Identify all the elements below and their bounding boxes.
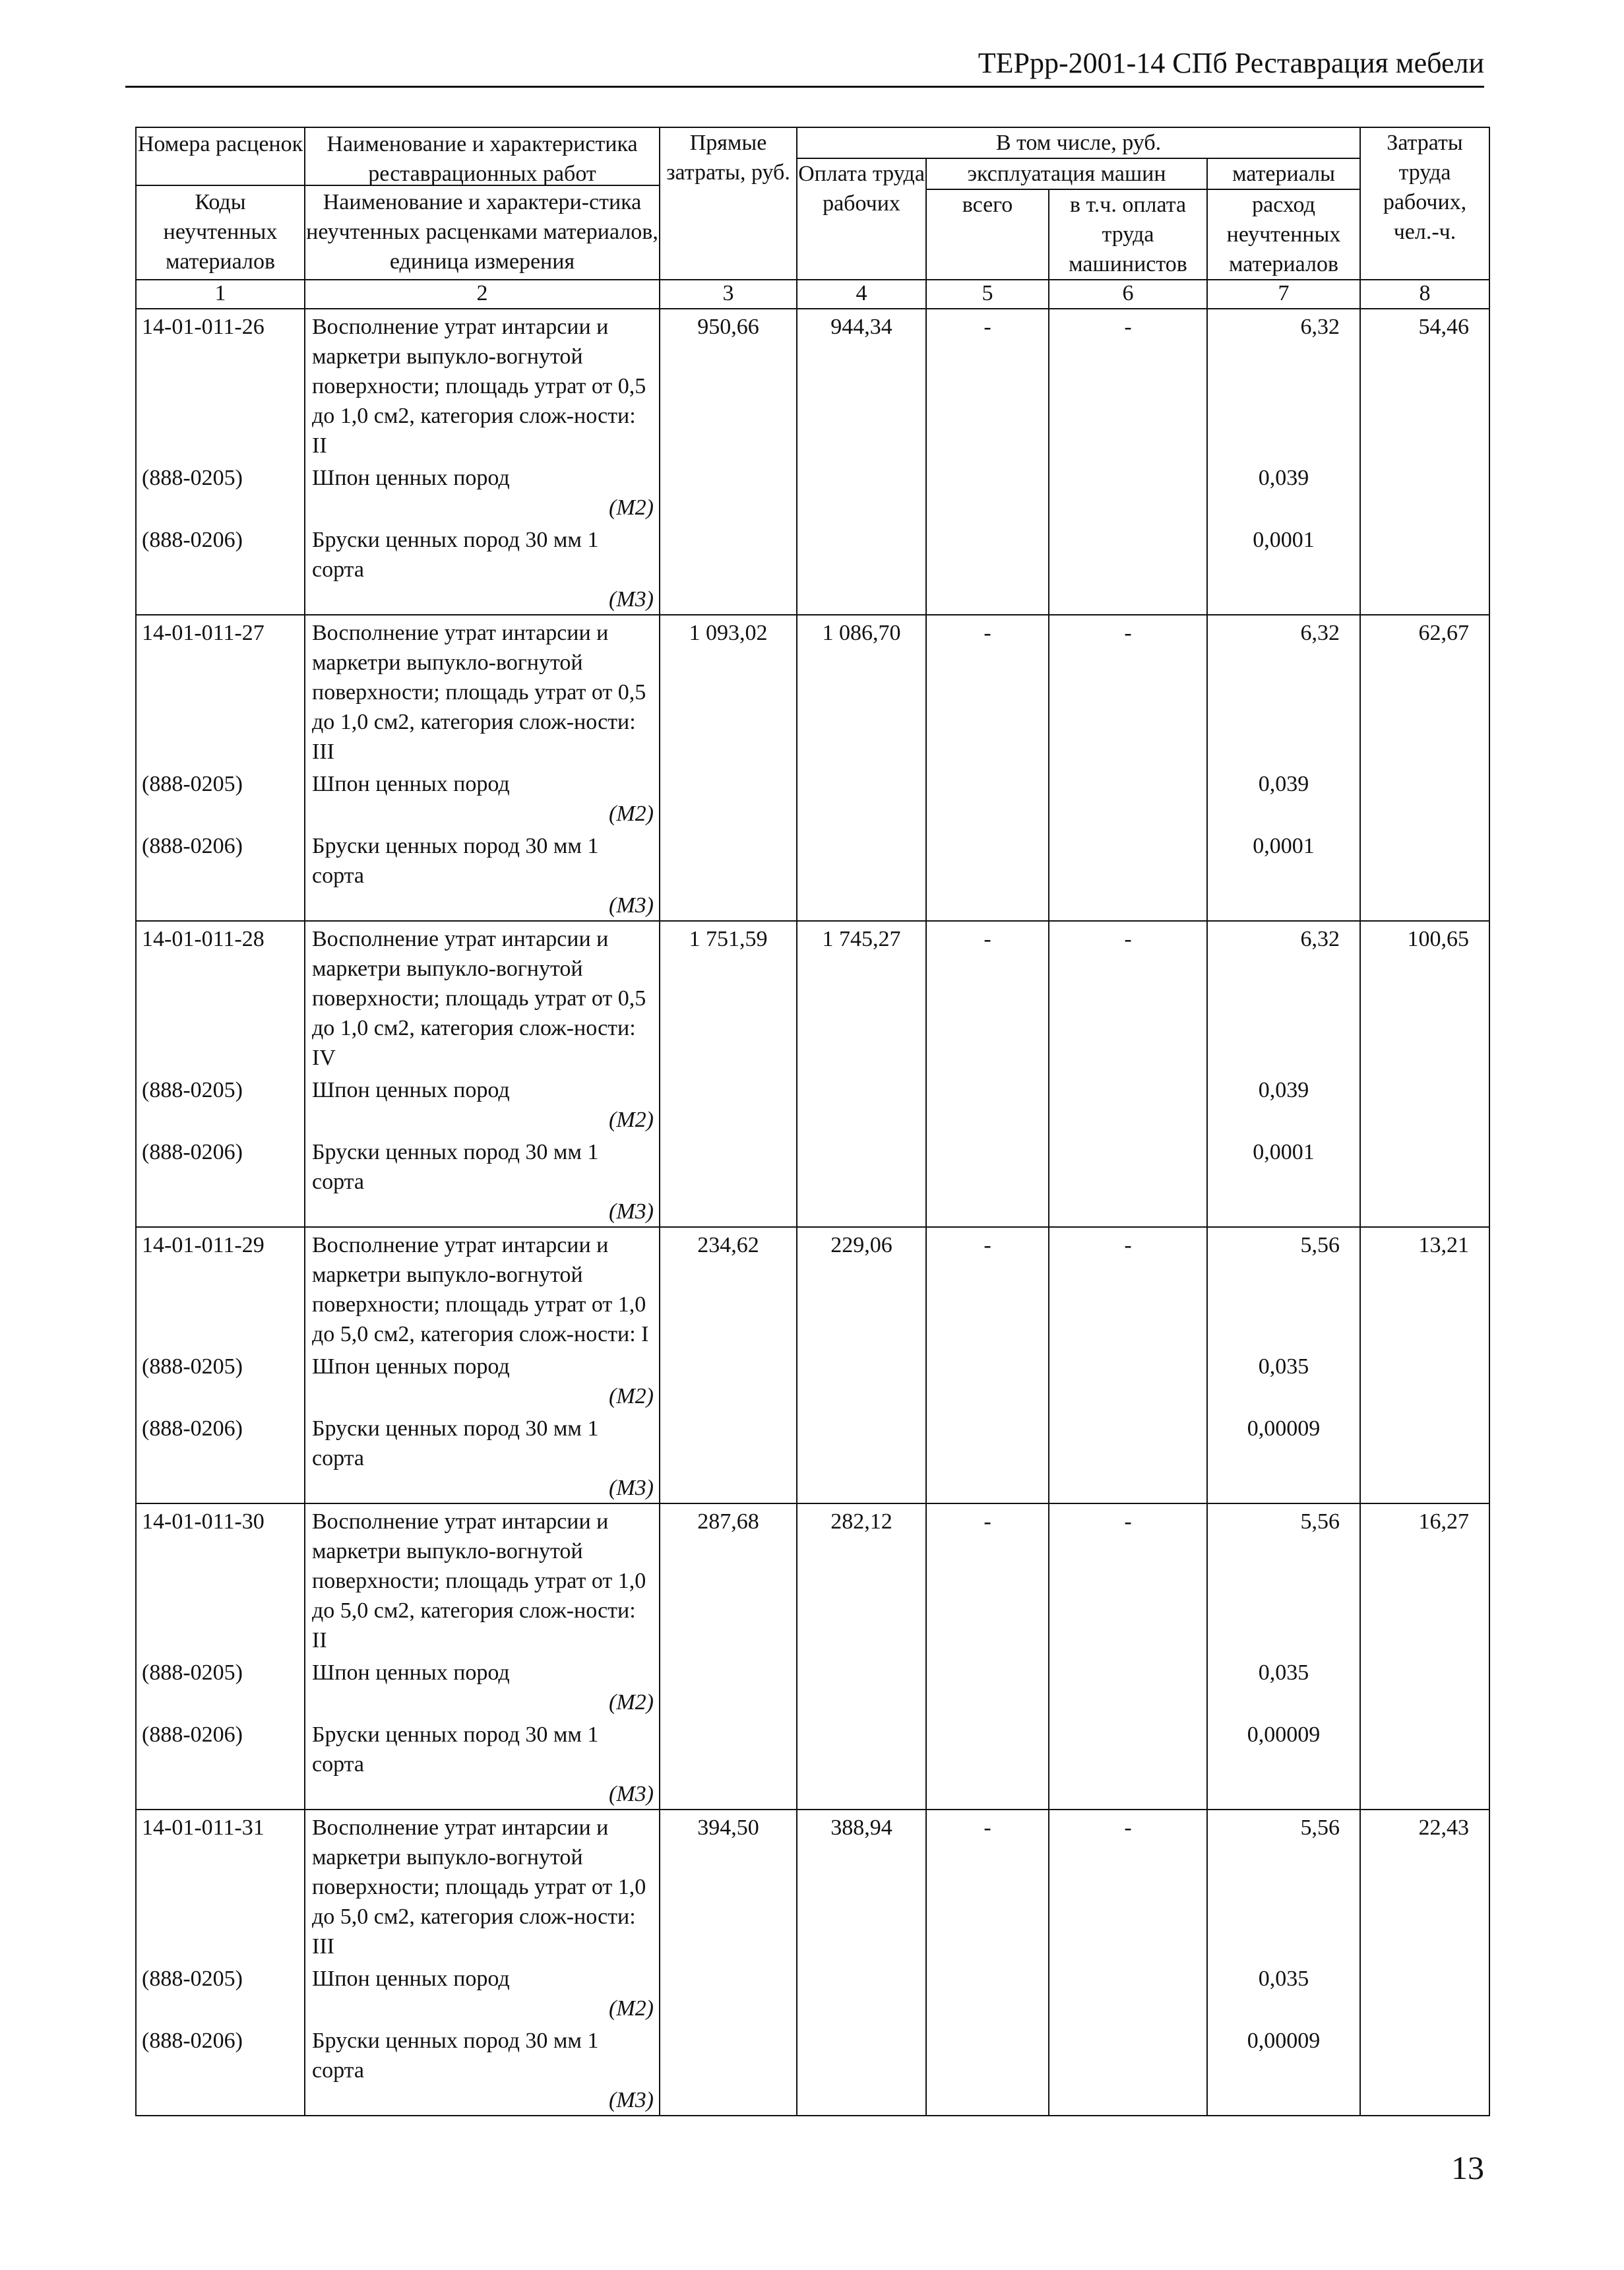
material-code: (888-0205): [136, 1349, 305, 1411]
material-code: (888-0206): [136, 829, 305, 921]
empty-cell: [926, 1961, 1049, 2023]
direct-cost: 394,50: [660, 1810, 797, 1961]
column-number: 5: [926, 280, 1049, 309]
machines-total: -: [926, 921, 1049, 1073]
empty-cell: [1360, 829, 1489, 921]
empty-cell: [1360, 767, 1489, 829]
material-row: [136, 2023, 1489, 2116]
material-description: [305, 1717, 660, 1810]
material-quantity: 0,035: [1207, 1961, 1360, 2023]
material-row: [136, 1411, 1489, 1503]
header-machinists-pay: в т.ч. оплата труда машинистов: [1049, 189, 1207, 280]
column-number: 4: [797, 280, 926, 309]
empty-cell: [926, 829, 1049, 921]
material-code: (888-0206): [136, 522, 305, 615]
empty-cell: [1360, 460, 1489, 522]
material-unit: (М2): [609, 1384, 654, 1408]
labor-hours: 16,27: [1360, 1503, 1489, 1655]
empty-cell: [926, 1655, 1049, 1717]
empty-cell: [1049, 1717, 1207, 1810]
empty-cell: [926, 1349, 1049, 1411]
empty-cell: [1360, 1961, 1489, 2023]
machines-total: -: [926, 1810, 1049, 1961]
material-unit: (М2): [609, 495, 654, 520]
materials-cost: 5,56: [1207, 1227, 1360, 1349]
empty-cell: [660, 522, 797, 615]
labor-pay: 229,06: [797, 1227, 926, 1349]
empty-cell: [797, 1349, 926, 1411]
work-description: Восполнение утрат интарсии и маркетри выпукло-вогнутой поверхности; площадь утрат от 1,0 до 5,0 см2, категория слож-ности: I: [305, 1227, 660, 1349]
empty-cell: [660, 1349, 797, 1411]
page-number: 13: [1451, 2149, 1484, 2186]
empty-cell: [1360, 1349, 1489, 1411]
material-description: [305, 1073, 660, 1135]
empty-cell: [926, 522, 1049, 615]
empty-cell: [797, 1073, 926, 1135]
material-description: [305, 829, 660, 921]
material-quantity: 0,0001: [1207, 522, 1360, 615]
material-row: [136, 1073, 1489, 1135]
rate-code: 14-01-011-27: [136, 615, 305, 767]
work-description: Восполнение утрат интарсии и маркетри выпукло-вогнутой поверхности; площадь утрат от 1,0 до 5,0 см2, категория слож-ности: III: [305, 1810, 660, 1961]
document-title: ТЕРрр-2001-14 СПб Реставрация мебели: [978, 47, 1484, 79]
machinists-pay: -: [1049, 615, 1207, 767]
material-quantity: 0,035: [1207, 1655, 1360, 1717]
header-labor-pay: Оплата труда рабочих: [797, 158, 926, 280]
material-name: Бруски ценных пород 30 мм 1 сорта: [312, 1722, 599, 1777]
material-name: Бруски ценных пород 30 мм 1 сорта: [312, 1140, 599, 1194]
material-unit: (М3): [609, 893, 654, 918]
material-unit: (М3): [609, 1782, 654, 1806]
material-quantity: 0,00009: [1207, 2023, 1360, 2116]
column-number: 1: [136, 280, 305, 309]
column-number: 6: [1049, 280, 1207, 309]
material-unit: (М2): [609, 1996, 654, 2021]
header-codes: [136, 127, 305, 280]
rate-code: 14-01-011-29: [136, 1227, 305, 1349]
material-description: [305, 522, 660, 615]
labor-pay: 1 086,70: [797, 615, 926, 767]
header-labor-hours: Затраты труда рабочих, чел.-ч.: [1360, 127, 1489, 280]
empty-cell: [797, 2023, 926, 2116]
empty-cell: [797, 829, 926, 921]
labor-pay: 1 745,27: [797, 921, 926, 1073]
empty-cell: [797, 460, 926, 522]
empty-cell: [1360, 1411, 1489, 1503]
header-including: В том числе, руб.: [797, 127, 1360, 158]
labor-pay: 944,34: [797, 309, 926, 460]
machines-total: -: [926, 309, 1049, 460]
table-body: [136, 309, 1489, 2116]
material-unit: (М2): [609, 802, 654, 826]
direct-cost: 1 751,59: [660, 921, 797, 1073]
machines-total: -: [926, 615, 1049, 767]
material-row: [136, 522, 1489, 615]
material-row: [136, 1655, 1489, 1717]
material-description: [305, 1349, 660, 1411]
direct-cost: 950,66: [660, 309, 797, 460]
empty-cell: [797, 522, 926, 615]
header-material-codes: Коды неучтенных материалов: [163, 190, 278, 274]
materials-cost: 5,56: [1207, 1810, 1360, 1961]
machinists-pay: -: [1049, 921, 1207, 1073]
direct-cost: 234,62: [660, 1227, 797, 1349]
materials-cost: 6,32: [1207, 615, 1360, 767]
materials-cost: 5,56: [1207, 1503, 1360, 1655]
empty-cell: [797, 1655, 926, 1717]
materials-cost: 6,32: [1207, 309, 1360, 460]
material-name: Шпон ценных пород: [312, 772, 510, 796]
empty-cell: [926, 1717, 1049, 1810]
material-unit: (М3): [609, 1476, 654, 1500]
empty-cell: [926, 767, 1049, 829]
header-rate-numbers: Номера расценок: [137, 128, 304, 186]
table-row: [136, 309, 1489, 460]
material-description: [305, 2023, 660, 2116]
labor-hours: 100,65: [1360, 921, 1489, 1073]
material-quantity: 0,039: [1207, 1073, 1360, 1135]
empty-cell: [1360, 2023, 1489, 2116]
material-row: [136, 1717, 1489, 1810]
column-number: 2: [305, 280, 660, 309]
materials-cost: 6,32: [1207, 921, 1360, 1073]
empty-cell: [926, 1073, 1049, 1135]
empty-cell: [1360, 1717, 1489, 1810]
material-description: [305, 1411, 660, 1503]
labor-pay: 388,94: [797, 1810, 926, 1961]
work-description: Восполнение утрат интарсии и маркетри выпукло-вогнутой поверхности; площадь утрат от 0,5 до 1,0 см2, категория слож-ности: IV: [305, 921, 660, 1073]
empty-cell: [660, 1073, 797, 1135]
empty-cell: [1049, 1411, 1207, 1503]
header-machine-operation: эксплуатация машин: [926, 158, 1207, 189]
material-code: (888-0205): [136, 460, 305, 522]
material-row: [136, 1349, 1489, 1411]
material-name: Шпон ценных пород: [312, 1967, 510, 1991]
work-description: Восполнение утрат интарсии и маркетри выпукло-вогнутой поверхности; площадь утрат от 1,0 до 5,0 см2, категория слож-ности: II: [305, 1503, 660, 1655]
empty-cell: [1049, 1961, 1207, 2023]
empty-cell: [797, 1411, 926, 1503]
machinists-pay: -: [1049, 1810, 1207, 1961]
material-name: Шпон ценных пород: [312, 466, 510, 490]
header-names: [305, 127, 660, 280]
material-quantity: 0,00009: [1207, 1411, 1360, 1503]
material-name: Шпон ценных пород: [312, 1354, 510, 1379]
rate-code: 14-01-011-30: [136, 1503, 305, 1655]
empty-cell: [1049, 1655, 1207, 1717]
material-code: (888-0206): [136, 1411, 305, 1503]
table-row: [136, 1810, 1489, 1961]
material-quantity: 0,0001: [1207, 1135, 1360, 1227]
empty-cell: [660, 767, 797, 829]
empty-cell: [660, 1961, 797, 2023]
material-description: [305, 767, 660, 829]
material-unit: (М3): [609, 2088, 654, 2112]
material-quantity: 0,035: [1207, 1349, 1360, 1411]
empty-cell: [926, 1411, 1049, 1503]
empty-cell: [1360, 1135, 1489, 1227]
labor-hours: 54,46: [1360, 309, 1489, 460]
direct-cost: 287,68: [660, 1503, 797, 1655]
work-description: Восполнение утрат интарсии и маркетри выпукло-вогнутой поверхности; площадь утрат от 0,5 до 1,0 см2, категория слож-ности: II: [305, 309, 660, 460]
empty-cell: [1049, 460, 1207, 522]
material-name: Шпон ценных пород: [312, 1078, 510, 1102]
empty-cell: [1360, 522, 1489, 615]
rate-code: 14-01-011-28: [136, 921, 305, 1073]
labor-hours: 62,67: [1360, 615, 1489, 767]
material-code: (888-0205): [136, 1073, 305, 1135]
material-quantity: 0,00009: [1207, 1717, 1360, 1810]
material-row: [136, 460, 1489, 522]
material-code: (888-0206): [136, 1717, 305, 1810]
material-name: Бруски ценных пород 30 мм 1 сорта: [312, 528, 599, 582]
empty-cell: [1049, 1349, 1207, 1411]
table-row: [136, 921, 1489, 1073]
empty-cell: [797, 1135, 926, 1227]
empty-cell: [797, 767, 926, 829]
machinists-pay: -: [1049, 1227, 1207, 1349]
machinists-pay: -: [1049, 309, 1207, 460]
rates-table: [135, 127, 1490, 2116]
material-code: (888-0205): [136, 1655, 305, 1717]
empty-cell: [660, 460, 797, 522]
labor-hours: 13,21: [1360, 1227, 1489, 1349]
material-unit: (М3): [609, 1199, 654, 1224]
material-name: Бруски ценных пород 30 мм 1 сорта: [312, 1416, 599, 1470]
empty-cell: [797, 1961, 926, 2023]
material-description: [305, 1655, 660, 1717]
header-direct-cost: Прямые затраты, руб.: [660, 127, 797, 280]
empty-cell: [660, 2023, 797, 2116]
labor-hours: 22,43: [1360, 1810, 1489, 1961]
header-machines-total: всего: [926, 189, 1049, 280]
empty-cell: [926, 1135, 1049, 1227]
material-row: [136, 1961, 1489, 2023]
empty-cell: [1049, 1135, 1207, 1227]
empty-cell: [660, 829, 797, 921]
material-description: [305, 460, 660, 522]
material-code: (888-0205): [136, 767, 305, 829]
empty-cell: [926, 2023, 1049, 2116]
empty-cell: [1360, 1655, 1489, 1717]
empty-cell: [660, 1135, 797, 1227]
empty-cell: [660, 1717, 797, 1810]
material-quantity: 0,039: [1207, 460, 1360, 522]
material-code: (888-0206): [136, 1135, 305, 1227]
header-materials-usage: расход неучтенных материалов: [1207, 189, 1360, 280]
material-unit: (М3): [609, 587, 654, 612]
material-code: (888-0206): [136, 2023, 305, 2116]
empty-cell: [1360, 1073, 1489, 1135]
labor-pay: 282,12: [797, 1503, 926, 1655]
material-quantity: 0,0001: [1207, 829, 1360, 921]
material-unit: (М2): [609, 1108, 654, 1132]
column-number: 3: [660, 280, 797, 309]
material-unit: (М2): [609, 1690, 654, 1715]
table-row: [136, 615, 1489, 767]
material-row: [136, 829, 1489, 921]
empty-cell: [1049, 2023, 1207, 2116]
material-name: Бруски ценных пород 30 мм 1 сорта: [312, 2029, 599, 2083]
material-quantity: 0,039: [1207, 767, 1360, 829]
direct-cost: 1 093,02: [660, 615, 797, 767]
empty-cell: [1049, 829, 1207, 921]
header-materials: материалы: [1207, 158, 1360, 189]
column-number: 7: [1207, 280, 1360, 309]
header-material-name: Наименование и характери-стика неучтенных расценками материалов, единица измерения: [306, 190, 658, 274]
table-row: [136, 1503, 1489, 1655]
machines-total: -: [926, 1227, 1049, 1349]
rate-code: 14-01-011-26: [136, 309, 305, 460]
header-rule: [125, 86, 1484, 88]
rate-code: 14-01-011-31: [136, 1810, 305, 1961]
material-row: [136, 767, 1489, 829]
material-name: Бруски ценных пород 30 мм 1 сорта: [312, 834, 599, 888]
material-description: [305, 1961, 660, 2023]
material-description: [305, 1135, 660, 1227]
empty-cell: [1049, 1073, 1207, 1135]
empty-cell: [797, 1717, 926, 1810]
empty-cell: [926, 460, 1049, 522]
empty-cell: [1049, 522, 1207, 615]
empty-cell: [660, 1411, 797, 1503]
empty-cell: [660, 1655, 797, 1717]
material-code: (888-0205): [136, 1961, 305, 2023]
machines-total: -: [926, 1503, 1049, 1655]
material-row: [136, 1135, 1489, 1227]
table-header: [136, 127, 1489, 309]
machinists-pay: -: [1049, 1503, 1207, 1655]
work-description: Восполнение утрат интарсии и маркетри выпукло-вогнутой поверхности; площадь утрат от 0,5 до 1,0 см2, категория слож-ности: III: [305, 615, 660, 767]
header-work-name: Наименование и характеристика реставрационных работ: [305, 128, 659, 186]
table-row: [136, 1227, 1489, 1349]
column-number: 8: [1360, 280, 1489, 309]
empty-cell: [1049, 767, 1207, 829]
material-name: Шпон ценных пород: [312, 1660, 510, 1685]
